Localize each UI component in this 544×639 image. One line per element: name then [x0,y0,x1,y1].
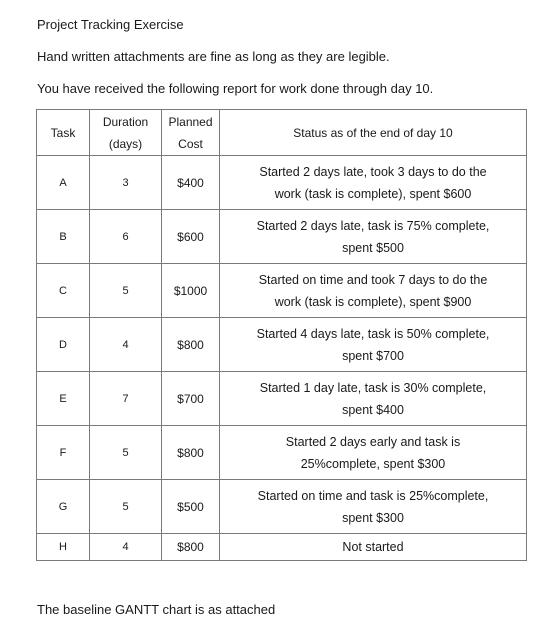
cost-cell: $700 [162,372,220,426]
task-cell: F [37,426,90,480]
task-cell: C [37,264,90,318]
status-line1: Started 2 days late, took 3 days to do the [259,164,487,179]
task-cell: B [37,210,90,264]
duration-cell: 5 [90,264,162,318]
cost-cell: $600 [162,210,220,264]
table-row [37,534,527,561]
status-line2: spent $500 [342,240,404,255]
table-row [37,156,527,210]
cost-cell: $800 [162,318,220,372]
duration-cell: 5 [90,480,162,534]
duration-cell: 5 [90,426,162,480]
table-row [37,210,527,264]
task-cell: E [37,372,90,426]
status-line1: Not started [342,540,404,554]
header-status-label: Status as of the end of day 10 [293,125,453,140]
gantt-attachment-note: The baseline GANTT chart is as attached [37,602,276,617]
status-line1: Started on time and task is 25%complete, [257,488,489,503]
header-cost-line2: Cost [178,136,203,151]
status-cell [220,480,527,534]
duration-cell: 7 [90,372,162,426]
attachment-note: Hand written attachments are fine as long as they are legible. [37,49,390,64]
document-title: Project Tracking Exercise [37,17,184,32]
header-status [220,110,527,156]
status-line2: spent $300 [342,510,404,525]
status-cell [220,264,527,318]
header-planned-cost [162,110,220,156]
table-row [37,480,527,534]
task-cell: A [37,156,90,210]
status-line2: spent $700 [342,348,404,363]
header-duration [90,110,162,156]
cost-cell: $800 [162,534,220,561]
status-cell [220,534,527,561]
status-line2: work (task is complete), spent $900 [274,294,472,309]
status-line1: Started 2 days late, task is 75% complete, [256,218,490,233]
status-line1: Started 4 days late, task is 50% complete, [256,326,490,341]
duration-cell: 4 [90,534,162,561]
status-cell [220,210,527,264]
status-line2: 25%complete, spent $300 [300,456,446,471]
table-row [37,318,527,372]
duration-cell: 3 [90,156,162,210]
cost-cell: $500 [162,480,220,534]
cost-cell: $1000 [162,264,220,318]
status-line2: spent $400 [342,402,404,417]
task-cell: D [37,318,90,372]
task-cell: H [37,534,90,561]
intro-text: You have received the following report for work done through day 10. [37,81,434,96]
status-line1: Started on time and took 7 days to do the [258,272,488,287]
header-task-label: Task [50,125,76,140]
status-line1: Started 1 day late, task is 30% complete, [259,380,487,395]
status-line1: Started 2 days early and task is [285,434,461,449]
table-row [37,264,527,318]
status-cell [220,156,527,210]
header-task [37,110,90,156]
header-duration-line1: Duration [102,114,149,129]
status-cell [220,426,527,480]
duration-cell: 4 [90,318,162,372]
status-line2: work (task is complete), spent $600 [274,186,472,201]
header-cost-line1: Planned [168,114,213,129]
cost-cell: $400 [162,156,220,210]
table-row [37,426,527,480]
table-row [37,372,527,426]
task-cell: G [37,480,90,534]
status-cell [220,372,527,426]
table-header-row [37,110,527,156]
status-report-table [36,109,527,561]
duration-cell: 6 [90,210,162,264]
cost-cell: $800 [162,426,220,480]
status-cell [220,318,527,372]
header-duration-line2: (days) [108,136,143,151]
